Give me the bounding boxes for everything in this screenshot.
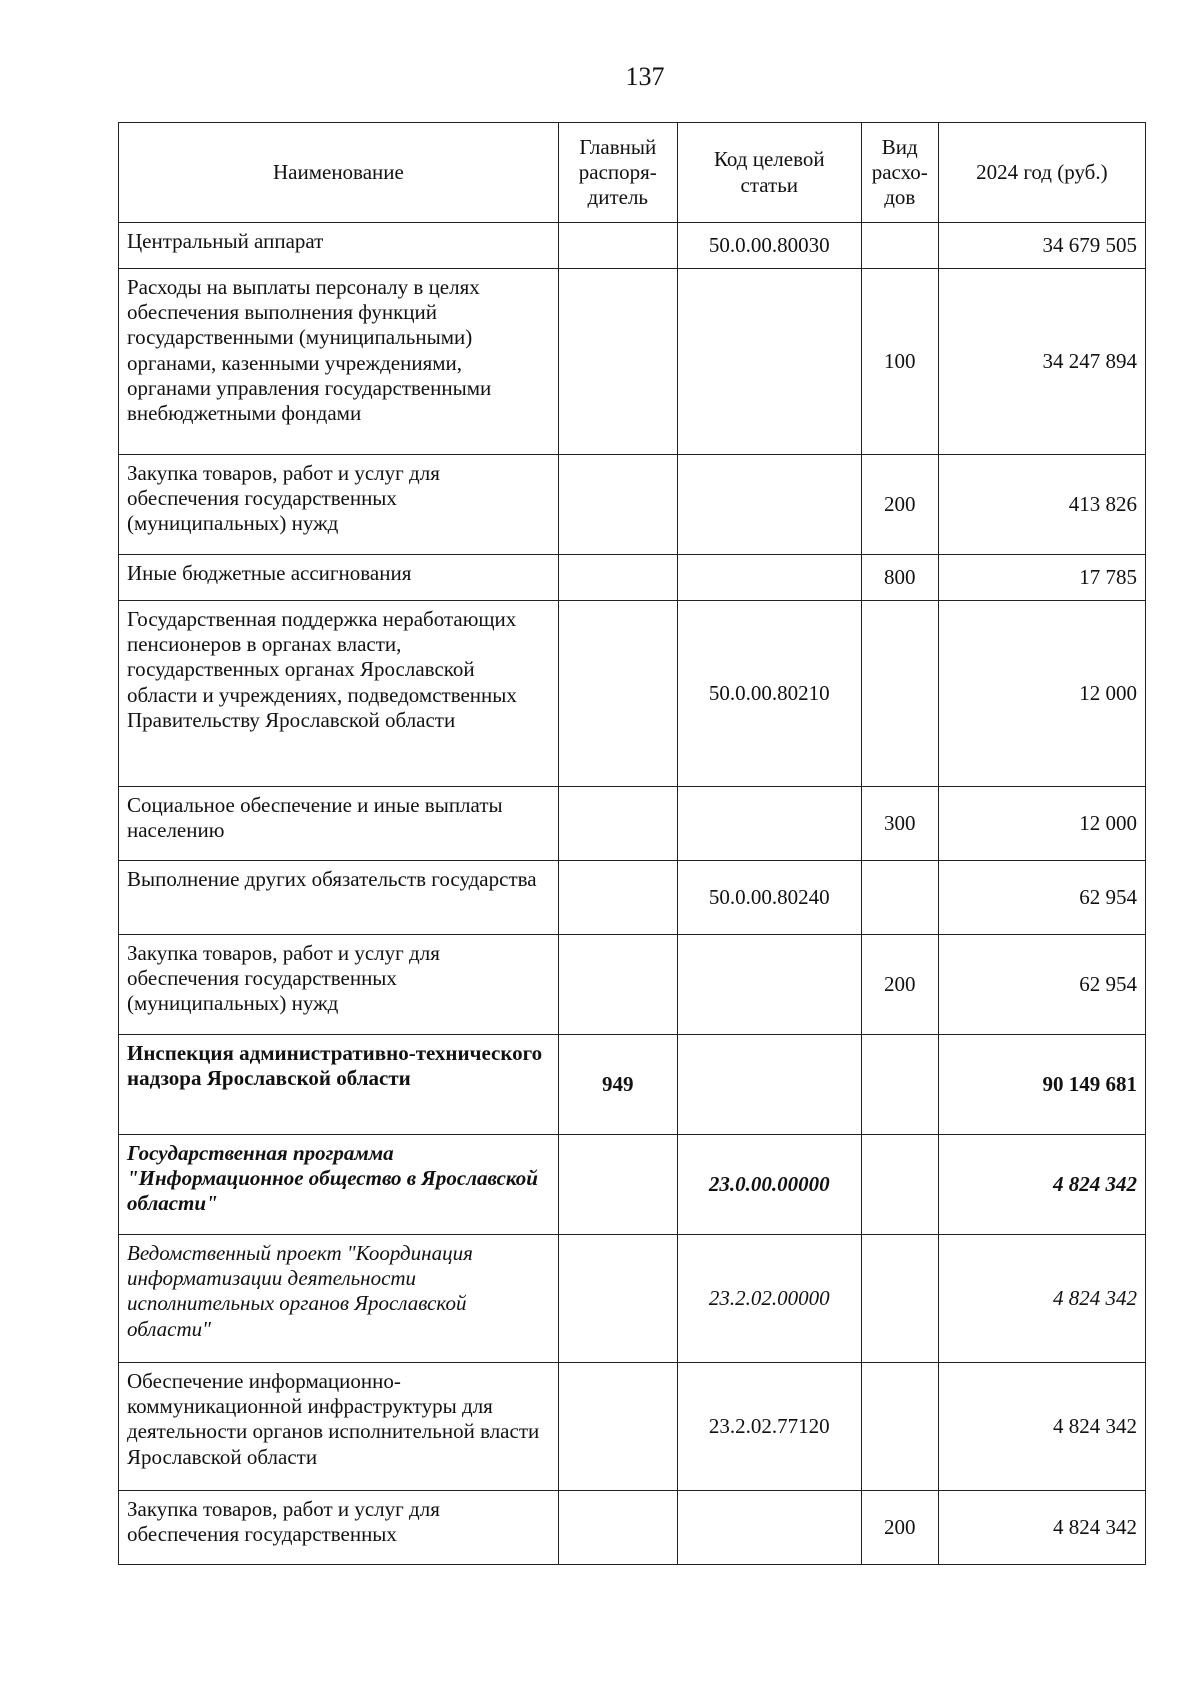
cell-amount: 62 954 [938,861,1145,935]
cell-manager [558,555,677,601]
cell-target-code [677,555,861,601]
table-row [119,601,1146,787]
cell-expense-type [861,223,938,269]
cell-expense-type: 200 [861,935,938,1035]
header-target-code: Код целевой статьи [677,123,861,223]
table-row [119,1135,1146,1235]
cell-name: Государственная программа "Информационное общество в Ярославской области" [119,1135,559,1235]
header-expense-type: Вид расхо- дов [861,123,938,223]
cell-name: Обеспечение информационно-коммуникационной инфраструктуры для деятельности органов исполнительной власти Ярославской области [119,1363,559,1491]
header-year-amount: 2024 год (руб.) [938,123,1145,223]
cell-expense-type: 200 [861,1491,938,1565]
cell-manager [558,861,677,935]
cell-name: Закупка товаров, работ и услуг для обеспечения государственных (муниципальных) нужд [119,455,559,555]
header-manager: Главный распоря- дитель [558,123,677,223]
table-body [119,223,1146,1565]
cell-amount: 34 679 505 [938,223,1145,269]
cell-target-code [677,935,861,1035]
budget-table-container [118,122,1146,1565]
cell-target-code: 23.2.02.77120 [677,1363,861,1491]
cell-expense-type: 800 [861,555,938,601]
cell-manager [558,601,677,787]
cell-amount: 62 954 [938,935,1145,1035]
cell-name: Ведомственный проект "Координация информатизации деятельности исполнительных органов Ярославской области" [119,1235,559,1363]
table-row [119,269,1146,455]
cell-target-code [677,1491,861,1565]
cell-target-code [677,1035,861,1135]
cell-manager [558,1135,677,1235]
cell-amount: 4 824 342 [938,1135,1145,1235]
cell-name: Закупка товаров, работ и услуг для обеспечения государственных [119,1491,559,1565]
cell-amount: 12 000 [938,787,1145,861]
cell-amount: 4 824 342 [938,1491,1145,1565]
table-row [119,555,1146,601]
table-row [119,1491,1146,1565]
table-row [119,455,1146,555]
cell-expense-type [861,1235,938,1363]
cell-amount: 17 785 [938,555,1145,601]
cell-expense-type [861,1363,938,1491]
cell-manager [558,787,677,861]
cell-amount: 4 824 342 [938,1235,1145,1363]
cell-name: Центральный аппарат [119,223,559,269]
cell-expense-type [861,1135,938,1235]
table-row [119,223,1146,269]
cell-name: Социальное обеспечение и иные выплаты населению [119,787,559,861]
cell-manager [558,1491,677,1565]
cell-name: Расходы на выплаты персоналу в целях обеспечения выполнения функций государственными (муниципальными) органами, казенными учреждениями, органами управления государственными внебюджетными фондами [119,269,559,455]
cell-name: Выполнение других обязательств государства [119,861,559,935]
cell-name: Закупка товаров, работ и услуг для обеспечения государственных (муниципальных) нужд [119,935,559,1035]
table-row [119,1235,1146,1363]
cell-manager [558,223,677,269]
cell-expense-type [861,1035,938,1135]
table-row [119,787,1146,861]
cell-target-code: 23.0.00.00000 [677,1135,861,1235]
cell-target-code: 23.2.02.00000 [677,1235,861,1363]
cell-amount: 34 247 894 [938,269,1145,455]
cell-expense-type: 300 [861,787,938,861]
table-row [119,1363,1146,1491]
cell-target-code [677,787,861,861]
cell-name: Инспекция административно-технического надзора Ярославской области [119,1035,559,1135]
cell-manager [558,935,677,1035]
cell-target-code: 50.0.00.80030 [677,223,861,269]
cell-target-code: 50.0.00.80210 [677,601,861,787]
table-header-row [119,123,1146,223]
cell-amount: 4 824 342 [938,1363,1145,1491]
table-row [119,935,1146,1035]
cell-target-code [677,455,861,555]
cell-manager [558,1235,677,1363]
cell-target-code [677,269,861,455]
page-number: 137 [625,62,665,91]
cell-amount: 413 826 [938,455,1145,555]
cell-name: Государственная поддержка неработающих пенсионеров в органах власти, государственных органах Ярославской области и учреждениях, подведомственных Правительству Ярославской области [119,601,559,787]
budget-table [118,122,1146,1565]
table-row [119,1035,1146,1135]
cell-manager [558,455,677,555]
cell-expense-type [861,861,938,935]
cell-expense-type: 100 [861,269,938,455]
cell-manager: 949 [558,1035,677,1135]
header-name: Наименование [119,123,559,223]
cell-name: Иные бюджетные ассигнования [119,555,559,601]
cell-expense-type [861,601,938,787]
table-row [119,861,1146,935]
cell-amount: 12 000 [938,601,1145,787]
cell-amount: 90 149 681 [938,1035,1145,1135]
cell-target-code: 50.0.00.80240 [677,861,861,935]
cell-manager [558,1363,677,1491]
cell-expense-type: 200 [861,455,938,555]
cell-manager [558,269,677,455]
